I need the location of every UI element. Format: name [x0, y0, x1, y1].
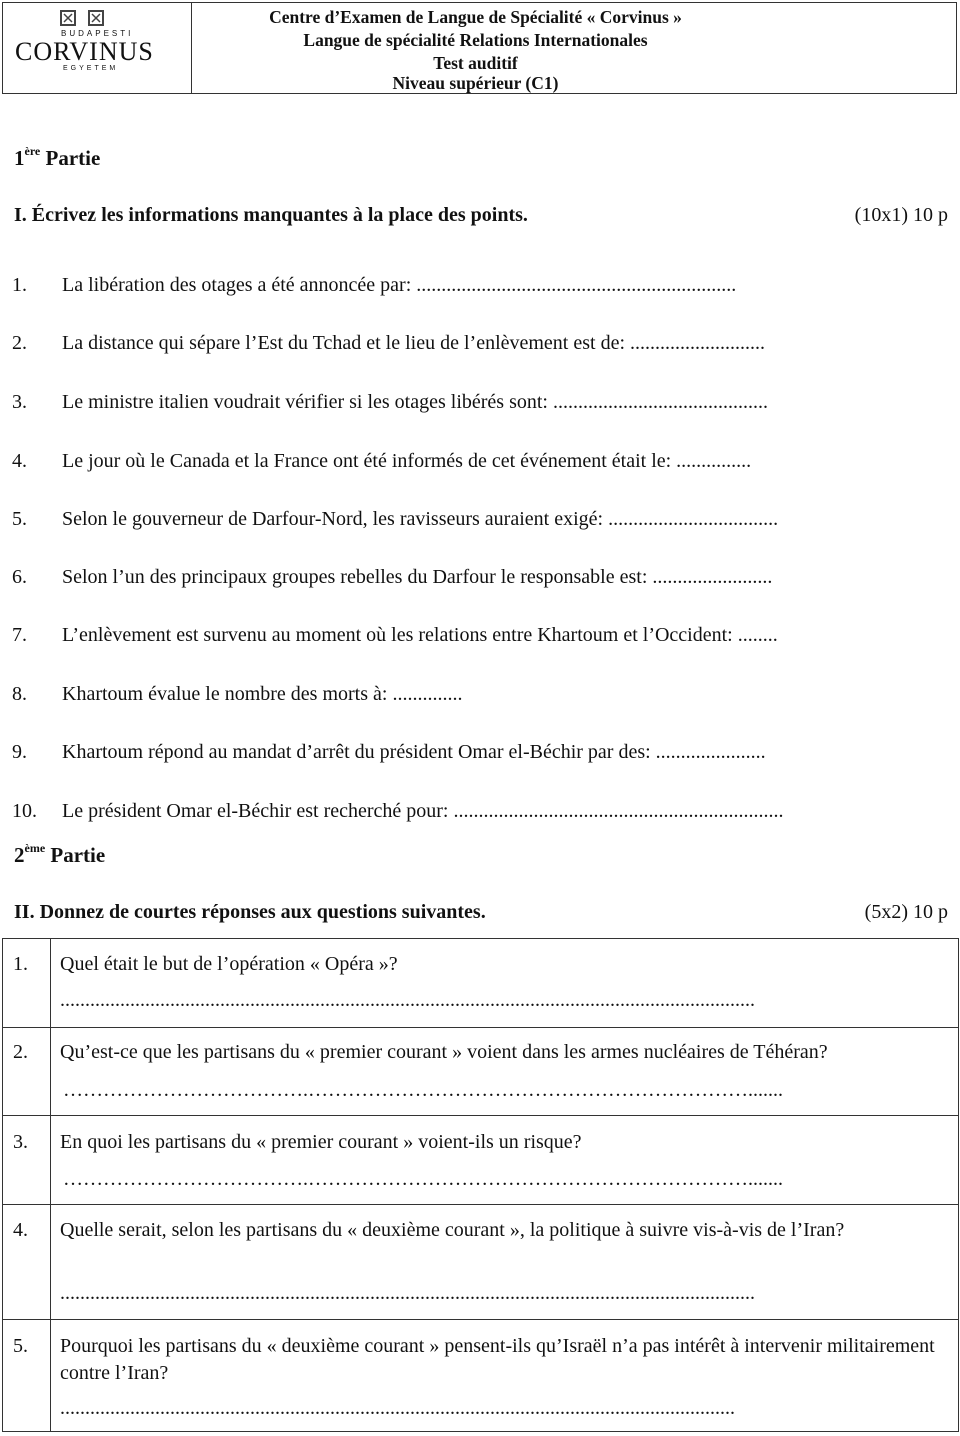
part-1-number: 1: [14, 146, 25, 170]
answer-table: [2, 938, 959, 1432]
table-row-divider: [3, 1115, 958, 1116]
question-text: Qu’est-ce que les partisans du « premier courant » voient dans les armes nucléaires de Téhéran?: [60, 1041, 828, 1063]
part1-question: [12, 391, 768, 414]
question-text: Quel était le but de l’opération « Opéra »?: [60, 953, 398, 975]
header-line-2: Langue de spécialité Relations Internationales: [303, 30, 648, 50]
question-number: 7.: [12, 624, 27, 646]
table-row-divider: [3, 1204, 958, 1205]
question-text: Selon l’un des principaux groupes rebelles du Darfour le responsable est: ........................: [62, 566, 773, 588]
question-text: Le président Omar el-Béchir est recherché pour: ..................................................................: [62, 800, 784, 822]
section-2-points: (5x2) 10 p: [864, 901, 948, 923]
part-1-sup: ère: [24, 144, 41, 158]
question-number: 4.: [13, 1219, 28, 1241]
part-1-heading: [14, 146, 100, 171]
header-line-4: Niveau supérieur (C1): [392, 73, 559, 93]
question-text: L’enlèvement est survenu au moment où les relations entre Khartoum et l’Occident: ........: [62, 624, 778, 646]
exam-header: [2, 2, 957, 94]
question-text: Khartoum évalue le nombre des morts à: ..............: [62, 683, 463, 705]
part1-question: [12, 683, 462, 706]
question-text: En quoi les partisans du « premier courant » voient-ils un risque?: [60, 1131, 582, 1153]
question-text: Selon le gouverneur de Darfour-Nord, les ravisseurs auraient exigé: ..................................: [62, 508, 779, 530]
part1-question: [12, 274, 736, 297]
question-number: 2.: [13, 1041, 28, 1063]
section-1-title: I. Écrivez les informations manquantes à la place des points.: [14, 204, 528, 226]
logo-name: CORVINUS: [15, 37, 154, 66]
answer-line[interactable]: .......................................................................................................................................: [60, 1397, 735, 1419]
part1-question: [12, 624, 778, 647]
part1-question: [12, 800, 783, 823]
section-2-title: II. Donnez de courtes réponses aux questions suivantes.: [14, 901, 486, 923]
question-text: Quelle serait, selon les partisans du « deuxième courant », la politique à suivre vis-à-vis de l’Iran?: [60, 1219, 845, 1241]
question-number: 5.: [12, 508, 27, 530]
logo-top-text: BUDAPESTI: [61, 29, 134, 38]
question-text: Le jour où le Canada et la France ont été informés de cet événement était le: ...............: [62, 450, 752, 472]
question-number: 4.: [12, 450, 27, 472]
part1-question: [12, 741, 766, 764]
question-number: 2.: [12, 332, 27, 354]
question-number: 9.: [12, 741, 27, 763]
answer-line[interactable]: ……………………………….………………………………………………………….......: [63, 1168, 783, 1190]
corvinus-logo: [13, 9, 153, 73]
part-1-word: Partie: [45, 146, 101, 170]
question-text: Khartoum répond au mandat d’arrêt du président Omar el-Béchir par des: ......................: [62, 741, 766, 763]
question-number: 8.: [12, 683, 27, 705]
header-line-1: Centre d’Examen de Langue de Spécialité « Corvinus »: [269, 7, 682, 27]
part-2-heading: [14, 843, 105, 868]
question-number: 5.: [13, 1335, 28, 1357]
section-1-points: (10x1) 10 p: [854, 204, 948, 226]
question-number: 6.: [12, 566, 27, 588]
header-divider: [191, 3, 192, 93]
part1-question: [12, 332, 765, 355]
header-line-3: Test auditif: [433, 53, 518, 73]
part1-question: [12, 566, 772, 589]
question-text: Pourquoi les partisans du « deuxième courant » pensent-ils qu’Israël n’a pas intérêt à intervenir militairement contre l’Iran?: [60, 1335, 935, 1384]
answer-line[interactable]: ...........................................................................................................................................: [60, 989, 755, 1011]
logo-bottom-text: EGYETEM: [63, 65, 119, 72]
question-number: 1.: [12, 274, 27, 296]
table-column-divider: [50, 939, 51, 1431]
answer-line[interactable]: ...........................................................................................................................................: [60, 1282, 755, 1304]
question-text: La distance qui sépare l’Est du Tchad et le lieu de l’enlèvement est de: ...........................: [62, 332, 766, 354]
part-2-sup: ème: [24, 841, 46, 855]
part-2-word: Partie: [50, 843, 106, 867]
part-2-number: 2: [14, 843, 25, 867]
question-number: 1.: [13, 953, 28, 975]
table-row-divider: [3, 1319, 958, 1320]
question-number: 10.: [12, 800, 37, 822]
question-text: Le ministre italien voudrait vérifier si les otages libérés sont: ...........................................: [62, 391, 768, 413]
question-text: La libération des otages a été annoncée par: ................................................................: [62, 274, 737, 296]
table-row-divider: [3, 1027, 958, 1028]
question-number: 3.: [13, 1131, 28, 1153]
question-number: 3.: [12, 391, 27, 413]
answer-line[interactable]: ……………………………….………………………………………………………….......: [63, 1079, 783, 1101]
part1-question: [12, 508, 778, 531]
part1-question: [12, 450, 751, 473]
